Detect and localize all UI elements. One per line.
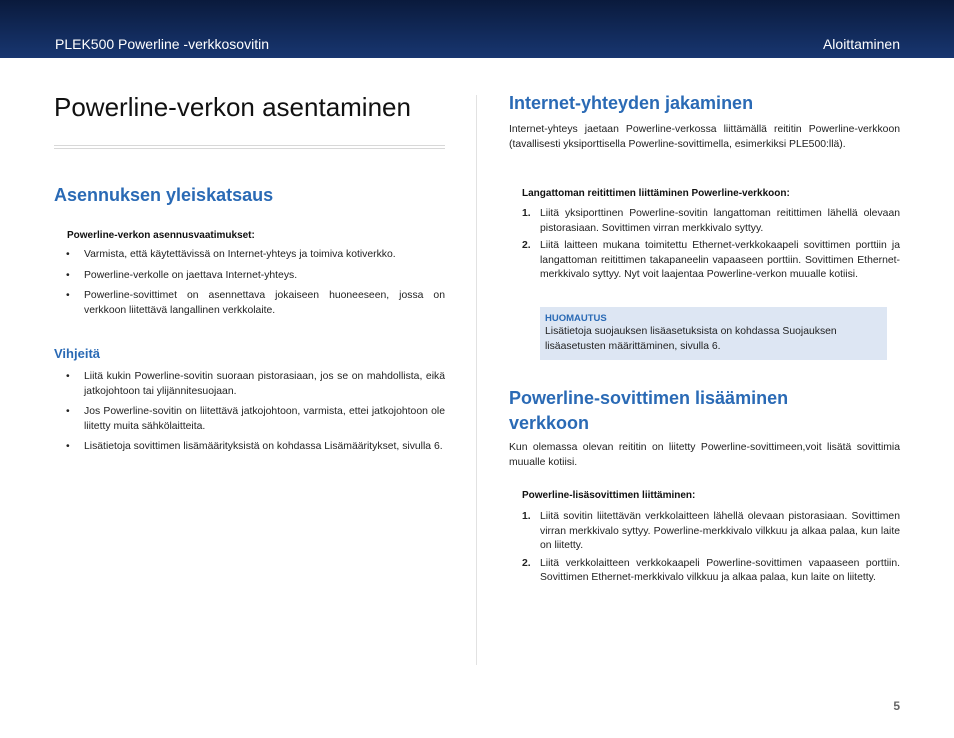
note-body: Lisätietoja suojauksen lisäasetuksista on kohdassa Suojauksen lisäasetusten määrittäminen, sivulla 6.	[545, 326, 837, 352]
add-adapter-heading: Powerline-sovittimen lisääminen verkkoon	[509, 388, 789, 433]
page-number: 5	[893, 699, 900, 713]
requirements-list	[54, 248, 445, 324]
list-item: • Liitä kukin Powerline-sovitin suoraan pistorasiaan, jos se on mahdollista, eikä jatkojohtoon tai ylijännitesuojaan.	[66, 371, 445, 397]
title-rule-bottom	[54, 148, 445, 149]
list-item: 1. Liitä sovitin liitettävän verkkolaitteen lähellä olevaan pistorasiaan. Sovittimen virran merkkivalo syttyy. Powerline-merkkivalo vilkkuu ja alkaa palaa, kun laite on liitetty.	[522, 511, 900, 551]
column-divider	[476, 95, 477, 665]
requirements-label: Powerline-verkon asennusvaatimukset:	[67, 230, 255, 241]
internet-sharing-paragraph: Internet-yhteys jaetaan Powerline-verkossa liittämällä reititin Powerline-verkkoon (tavallisesti yksiporttisella Powerline-sovittimella, esimerkiksi PLE500:llä).	[509, 124, 900, 150]
wireless-steps-list	[522, 207, 900, 286]
note-box	[540, 307, 887, 360]
header-chapter-name: Aloittaminen	[822, 36, 900, 52]
list-item: • Powerline-sovittimet on asennettava jokaiseen huoneeseen, jossa on verkkoon liitettävä langallinen verkkolaite.	[66, 290, 445, 316]
list-item: • Varmista, että käytettävissä on Internet-yhteys ja toimiva kotiverkko.	[66, 249, 396, 260]
tips-list	[54, 370, 445, 461]
overview-heading: Asennuksen yleiskatsaus	[54, 185, 274, 205]
internet-sharing-heading: Internet-yhteyden jakaminen	[509, 93, 754, 113]
list-item: 1. Liitä yksiporttinen Powerline-sovitin langattoman reitittimen lähellä olevaan pistorasiaan. Sovittimen virran merkkivalo syttyy.	[522, 208, 900, 234]
wireless-router-label: Langattoman reitittimen liittäminen Powerline-verkkoon:	[522, 188, 790, 199]
page-title: Powerline-verkon asentaminen	[54, 92, 411, 122]
add-steps-list	[522, 510, 900, 589]
add-adapter-paragraph: Kun olemassa olevan reititin on liitetty Powerline-sovittimeen,voit lisätä sovittimia muualle kotiisi.	[509, 442, 900, 468]
tips-heading: Vihjeitä	[54, 346, 101, 361]
title-rule-top	[54, 145, 445, 146]
list-item: • Jos Powerline-sovitin on liitettävä jatkojohtoon, varmista, ettei jatkojohtoon ole liitetty muita sähkölaitteita.	[66, 406, 445, 432]
add-adapter-label: Powerline-lisäsovittimen liittäminen:	[522, 490, 696, 501]
header-product-name: PLEK500 Powerline -verkkosovitin	[55, 36, 269, 52]
page-header	[0, 0, 954, 58]
list-item: 2. Liitä verkkolaitteen verkkokaapeli Powerline-sovittimen vapaaseen porttiin. Sovittimen Ethernet-merkkivalo vilkkuu ja alkaa palaa, kun laite on liitetty.	[522, 557, 900, 583]
list-item: • Powerline-verkolle on jaettava Internet-yhteys.	[66, 269, 298, 281]
list-item: 2. Liitä laitteen mukana toimitettu Ethernet-verkkokaapeli sovittimen porttiin ja langattoman reitittimen takapaneelin vapaaseen porttiin. Sovittimen Ethernet-merkkivalo syttyy. Nyt voit laajentaa Powerline-verkon muualle kotiisi.	[522, 240, 900, 280]
note-title: HUOMAUTUS	[545, 313, 607, 324]
list-item: • Lisätietoja sovittimen lisämäärityksistä on kohdassa Lisämääritykset, sivulla 6.	[66, 441, 443, 452]
